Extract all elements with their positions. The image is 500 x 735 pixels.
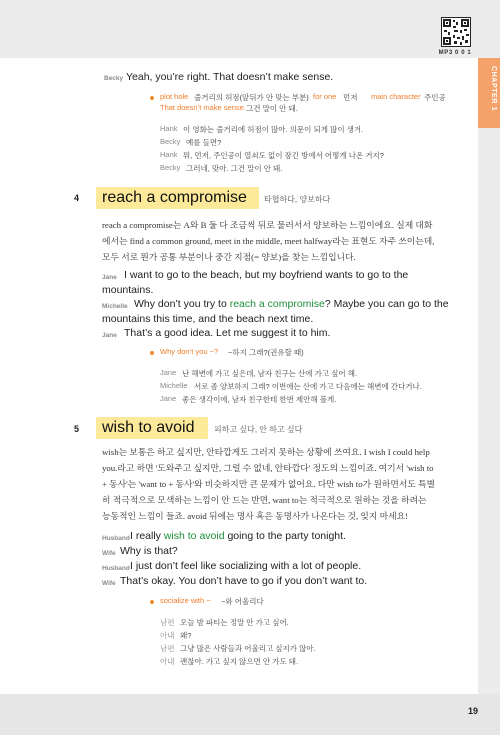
translation-line: 예를 들면? (186, 138, 222, 147)
vocab-term: main character (371, 92, 421, 101)
speaker-label: Wife (102, 550, 116, 557)
vocab-term: That doesn’t make sense. (160, 103, 246, 112)
dialogue-line: That’s a good idea. Let me suggest it to him. (124, 327, 331, 339)
key-expression: reach a compromise (229, 298, 325, 310)
translation-line: 뭐, 먼저, 주인공이 열쇠도 없이 잠긴 방에서 어떻게 나온 거지? (183, 151, 384, 160)
translation-speaker: Michelle (160, 381, 188, 390)
note-meaning: ~와 어울리다 (221, 597, 264, 606)
vocab-term: plot hole (160, 92, 189, 101)
page-number: 19 (467, 706, 478, 716)
mp3-track-label: MP3 0 0 1 (438, 50, 472, 56)
dialogue-text: I really (130, 530, 164, 542)
translation-speaker: 남편 (160, 644, 175, 653)
translation-speaker: 아내 (160, 631, 175, 640)
explanation-line: 모두 서로 뭔가 공통 부분이나 중간 지점(= 양보)을 찾는 느낌입니다. (102, 252, 356, 262)
dialogue-line (134, 298, 449, 310)
qr-code-icon[interactable] (441, 17, 471, 47)
vocab-meaning: 주인공 (424, 93, 446, 102)
footer-band (0, 694, 500, 735)
translation-line: 그러네, 맞아. 그건 말이 안 돼. (186, 164, 283, 173)
translation-speaker: Hank (160, 150, 178, 159)
bullet-icon (150, 600, 154, 604)
translation-line: 서로 좀 양보하지 그래? 이번에는 산에 가고 다음에는 해변에 간다거나. (194, 382, 422, 391)
section-title-meaning: 피하고 싶다, 안 하고 싶다 (214, 425, 303, 434)
key-expression: wish to avoid (163, 530, 225, 542)
section-number: 5 (74, 424, 80, 434)
explanation-line: wish는 보통은 하고 싶지만, 안타깝게도 그러지 못하는 상황에 쓰여요. I wish I could help (102, 447, 430, 457)
translation-speaker: Jane (160, 394, 177, 403)
vocab-meaning: 먼저 (343, 93, 358, 102)
note-term: socialize with ~ (160, 596, 211, 605)
section-title-meaning: 타협하다, 양보하다 (264, 195, 331, 204)
dialogue-line: I want to go to the beach, but my boyfriend wants to go to the (124, 269, 409, 281)
chapter-label: CHAPTER 1 (490, 66, 497, 112)
explanation-line: reach a compromise는 A와 B 둘 다 조금씩 뒤로 물러서서 양보하는 느낌이에요. 실제 대화 (102, 220, 433, 230)
translation-line: 오늘 밤 파티는 정말 안 가고 싶어. (180, 618, 289, 627)
translation-speaker: Jane (160, 368, 177, 377)
vocab-meaning: 그건 말이 안 돼. (246, 104, 298, 113)
explanation-line: 히 적극적으로 모색하는 느낌이 안 드는 반면, want to는 적극적으로 원하는 것을 하려는 (102, 495, 427, 505)
dialogue-line: Yeah, you’re right. That doesn’t make sense. (126, 71, 334, 83)
speaker-label: Becky (104, 75, 124, 82)
explanation-line: + 동사'는 'want to + 동사'와 비슷하지만 큰 문제가 없어요. 다만 wish to가 원하면서도 특별 (102, 479, 436, 489)
bullet-icon (150, 96, 154, 100)
speaker-label: Husband (102, 565, 130, 572)
translation-line: 그냥 많은 사람들과 어울리고 싶지가 않아. (180, 644, 316, 653)
dialogue-line: mountains. (102, 284, 154, 296)
dialogue-line: I just don’t feel like socializing with a lot of people. (130, 560, 362, 572)
speaker-label: Jane (102, 332, 117, 339)
dialogue-text: ? Maybe you can go to the (324, 298, 449, 310)
explanation-line: 에서는 find a common ground, meet in the middle, meet halfway라는 표현도 자주 쓰이는데, (102, 236, 435, 246)
translation-speaker: 아내 (160, 657, 175, 666)
vocab-term: for one (313, 92, 337, 101)
bullet-icon (150, 351, 154, 355)
translation-line: 괜찮아. 가고 싶지 않으면 안 가도 돼. (180, 657, 299, 666)
explanation-line: you.라고 하면 '도와주고 싶지만, 그럴 수 없네, 안타깝다' 정도의 느낌이죠. 여기서 'wish to (102, 463, 434, 473)
speaker-label: Wife (102, 580, 116, 587)
translation-speaker: Hank (160, 124, 178, 133)
translation-line: 좋은 생각이에, 남자 친구한테 한번 제안해 볼게. (182, 395, 337, 404)
speaker-label: Jane (102, 274, 117, 281)
speaker-label: Husband (102, 535, 130, 542)
translation-speaker: Becky (160, 163, 181, 172)
section-title: reach a compromise (102, 189, 247, 206)
vocab-meaning: 줄거리의 허점(앞뒤가 안 맞는 부분) (194, 93, 309, 102)
dialogue-text: going to the party tonight. (224, 530, 346, 542)
dialogue-line (130, 530, 346, 542)
note-meaning: ~하지 그래?(권유할 때) (228, 348, 304, 357)
translation-line: 난 해변에 가고 싶은데, 남자 친구는 산에 가고 싶어 해. (182, 369, 358, 378)
section-title: wish to avoid (102, 419, 195, 436)
dialogue-line: Why is that? (120, 545, 178, 557)
dialogue-line: mountains this time, and the beach next time. (102, 313, 314, 325)
explanation-line: 능동적인 느낌이 들죠. avoid 뒤에는 명사 혹은 동명사가 나온다는 것, 잊지 마세요! (102, 511, 408, 521)
dialogue-text: Why don’t you try to (134, 298, 230, 310)
translation-line: 왜? (180, 631, 192, 640)
translation-speaker: 남편 (160, 618, 175, 627)
speaker-label: Michelle (102, 303, 128, 310)
translation-speaker: Becky (160, 137, 181, 146)
dialogue-line: That’s okay. You don’t have to go if you don’t want to. (120, 575, 368, 587)
translation-line: 이 영화는 줄거리에 허점이 많아. 의문이 되게 많이 생겨. (183, 125, 364, 134)
note-term: Why don’t you ~? (160, 347, 219, 356)
section-number: 4 (74, 193, 80, 203)
